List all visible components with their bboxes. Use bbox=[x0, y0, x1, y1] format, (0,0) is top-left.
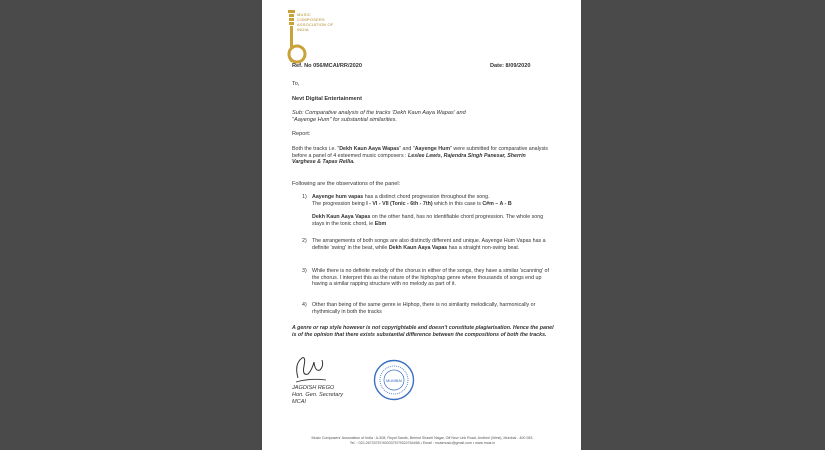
subject-line: Sub: Comparative analysis of the tracks 'Dekh Kaun Aaya Wapas' and bbox=[292, 110, 466, 116]
track-name: Dekh Kaun Aaya Vapas bbox=[388, 244, 448, 251]
seal-stamp-icon bbox=[373, 359, 415, 401]
conclusion: A genre or rap style however is not copyrightable and doesn't constitute plagiarisation. Hence the panel is of the opinion that there exists substantial difference between the compositions of both the tracks. bbox=[292, 325, 554, 338]
reference-number: Ref. No 056/MCAI/RR/2020 bbox=[292, 63, 362, 69]
stamp-text: MUMBAI bbox=[386, 378, 402, 383]
track-name: Aayenge hum vapas bbox=[312, 194, 364, 200]
text: has a straight non-swing beat. bbox=[447, 244, 520, 251]
chord: Ebm bbox=[374, 220, 387, 227]
org-line: ASSOCIATION OF bbox=[297, 22, 334, 27]
observation-4: Other than being of the same genre ie Hiphop, there is no similarity melodically, harmonically or rhythmically in both the tracks bbox=[312, 302, 536, 315]
text: The progression being bbox=[312, 200, 367, 207]
panel-names: Leslee Lewis, Rajendra Singh Panesar, Sherrin Varghese & Tapas Rellia. bbox=[292, 152, 526, 166]
text: which in this case is bbox=[432, 200, 483, 207]
recipient: Nevt Digital Entertainment bbox=[292, 96, 362, 102]
org-line: MUSIC bbox=[297, 12, 311, 17]
signatory-title: Hon. Gen. Secretary bbox=[292, 392, 343, 398]
item-number: 2) bbox=[302, 238, 307, 244]
signatory-org: MCAI bbox=[292, 399, 306, 405]
observation-3: While there is no definite melody of the chorus in either of the songs, they have a similar 'scanning' of the chorus. I interpret this as the nature of the hiphop/rap genre where thousands of songs end up having a similar rapping structure with no melody as part of it. bbox=[312, 268, 549, 288]
signatory-name: JAGDISH REGO bbox=[292, 385, 335, 391]
org-name bbox=[297, 12, 334, 32]
observation-1b bbox=[312, 214, 548, 227]
item-number: 1) bbox=[302, 194, 307, 200]
footer-contact: Tel. : 022-26733757/40033757/9324764468 • Email : mcaimusic@gmail.com • www.mcai.in bbox=[349, 441, 496, 445]
letter-page bbox=[262, 0, 581, 450]
text: Both the tracks i.e. " bbox=[292, 146, 340, 152]
footer-address: Music Composers' Association of India : A-508, Royal Sands, Behind Shastri Nagar, Off New Link Road, Andheri (West), Mumbai - 400 053. bbox=[311, 436, 534, 440]
observations-label: Following are the observations of the panel: bbox=[292, 181, 401, 187]
chords: C#m – A - B bbox=[482, 200, 512, 207]
progression: I - VI - VII (Tonic - 6th - 7th) bbox=[366, 200, 433, 207]
report-label: Report: bbox=[292, 131, 311, 137]
signature-icon bbox=[292, 352, 328, 386]
item-number: 3) bbox=[302, 268, 307, 274]
text: The arrangements of both songs are also distinctly different and unique. Aayenge Hum Vapas has a definite 'swing' in the beat, while bbox=[312, 238, 546, 251]
org-line: COMPOSERS bbox=[297, 17, 325, 22]
text: " were submitted for comparative analysis before a panel of 4 esteemed music composers : bbox=[292, 146, 548, 159]
text: " and " bbox=[399, 146, 415, 152]
track-name: Dekh Kaun Aaya Wapas bbox=[339, 146, 400, 152]
footer bbox=[270, 436, 575, 446]
item-number: 4) bbox=[302, 302, 307, 308]
track-name: Dekh Kaun Aaya Vapas bbox=[312, 214, 371, 220]
observation-2 bbox=[312, 238, 548, 251]
track-name: Aayenge Hum bbox=[414, 146, 451, 152]
text: on the other hand, has no identifiable chord progression. The whole song stays in the tonic chord, ie bbox=[312, 214, 544, 227]
text: has a distinct chord progression throughout the song. bbox=[363, 194, 490, 200]
letter-date: Date: 8/09/2020 bbox=[490, 63, 531, 69]
subject-line: "Aayenge Hum" for substantial similarities. bbox=[292, 117, 398, 123]
to-label: To, bbox=[292, 81, 300, 87]
intro-paragraph bbox=[292, 146, 550, 166]
org-line: INDIA bbox=[297, 27, 309, 32]
observation-1 bbox=[312, 194, 552, 207]
